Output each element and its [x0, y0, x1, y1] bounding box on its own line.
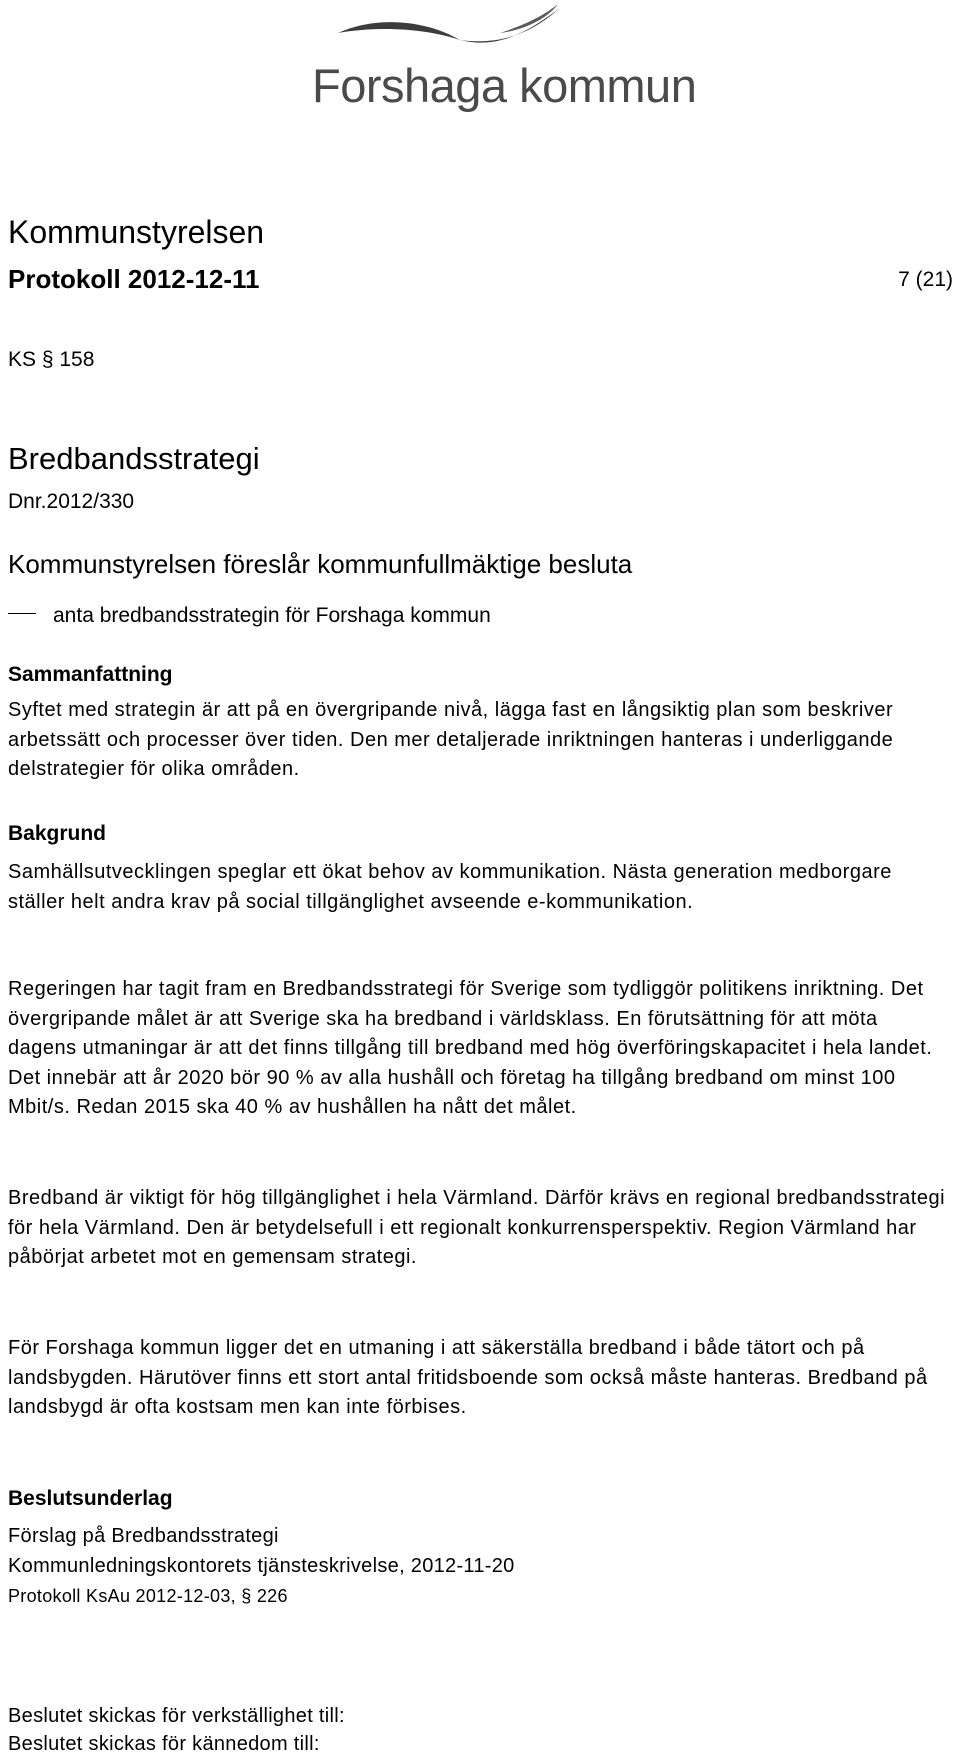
background-paragraph-3 — [8, 1184, 948, 1273]
decision-item — [8, 604, 491, 628]
section-number: KS § 158 — [8, 348, 95, 371]
municipality-logo — [310, 0, 697, 115]
distribution-execution: Beslutet skickas för verkställighet till: — [8, 1705, 345, 1727]
basis-heading: Beslutsunderlag — [8, 1487, 173, 1510]
basis-item: Förslag på Bredbandsstrategi — [8, 1525, 279, 1547]
protocol-title: Protokoll 2012-12-11 — [8, 264, 260, 294]
background-paragraph-1 — [8, 858, 948, 917]
paragraph-text: Bredband är viktigt för hög tillgänglighet i hela Värmland. Därför krävs en regional bredbandsstrategi för hela Värmland. Den är betydelsefull i ett regionalt konkurrensperspektiv. Region Värmland har påbörjat arbetet mot en gemensam strategi. — [8, 1187, 946, 1268]
basis-item: Kommunledningskontorets tjänsteskrivelse, 2012-11-20 — [8, 1555, 515, 1577]
logo-wordmark: Forshaga kommun — [312, 59, 697, 112]
basis-item: Protokoll KsAu 2012-12-03, § 226 — [8, 1586, 288, 1606]
paragraph-text: Regeringen har tagit fram en Bredbandsstrategi för Sverige som tydliggör politikens inriktning. Det övergripande målet är att Sverige ska ha bredband i världsklass. En förutsättning för att möta dagens utmaningar är att det finns tillgång till bredband med hög överföringskapacitet i hela landet. Det innebär att år 2020 bör 90 % av alla hushåll och företag ha tillgång bredband om minst 100 Mbit/s. Redan 2015 ska 40 % av hushållen ha nått det målet. — [8, 978, 933, 1118]
distribution-information: Beslutet skickas för kännedom till: — [8, 1733, 320, 1755]
paragraph-text: Samhällsutvecklingen speglar ett ökat behov av kommunikation. Nästa generation medborgare ställer helt andra krav på social tillgänglighet avseende e-kommunikation. — [8, 861, 892, 913]
page-indicator: 7 (21) — [898, 268, 953, 291]
paragraph-text: För Forshaga kommun ligger det en utmaning i att säkerställa bredband i både tätort och på landsbygden. Härutöver finns ett stort antal fritidsboende som också måste hanteras. Bredband på landsbygd är ofta kostsam men kan inte förbises. — [8, 1337, 928, 1418]
background-paragraph-4 — [8, 1334, 948, 1423]
decision-text: anta bredbandsstrategin för Forshaga kommun — [53, 604, 491, 627]
summary-paragraph — [8, 696, 948, 785]
summary-heading: Sammanfattning — [8, 663, 173, 686]
case-title: Bredbandsstrategi — [8, 441, 260, 476]
proposal-heading: Kommunstyrelsen föreslår kommunfullmäktige besluta — [8, 549, 633, 579]
background-paragraph-2 — [8, 975, 948, 1123]
case-dnr: Dnr.2012/330 — [8, 490, 135, 513]
summary-text: Syftet med strategin är att på en övergripande nivå, lägga fast en långsiktig plan som beskriver arbetssätt och processer över tiden. Den mer detaljerade inriktningen hanteras i underliggande delstrategier för olika områden. — [8, 699, 894, 780]
logo-swoosh-icon — [310, 0, 660, 60]
org-name: Kommunstyrelsen — [8, 214, 265, 250]
background-heading: Bakgrund — [8, 822, 107, 845]
dash-bullet-icon — [8, 613, 36, 614]
